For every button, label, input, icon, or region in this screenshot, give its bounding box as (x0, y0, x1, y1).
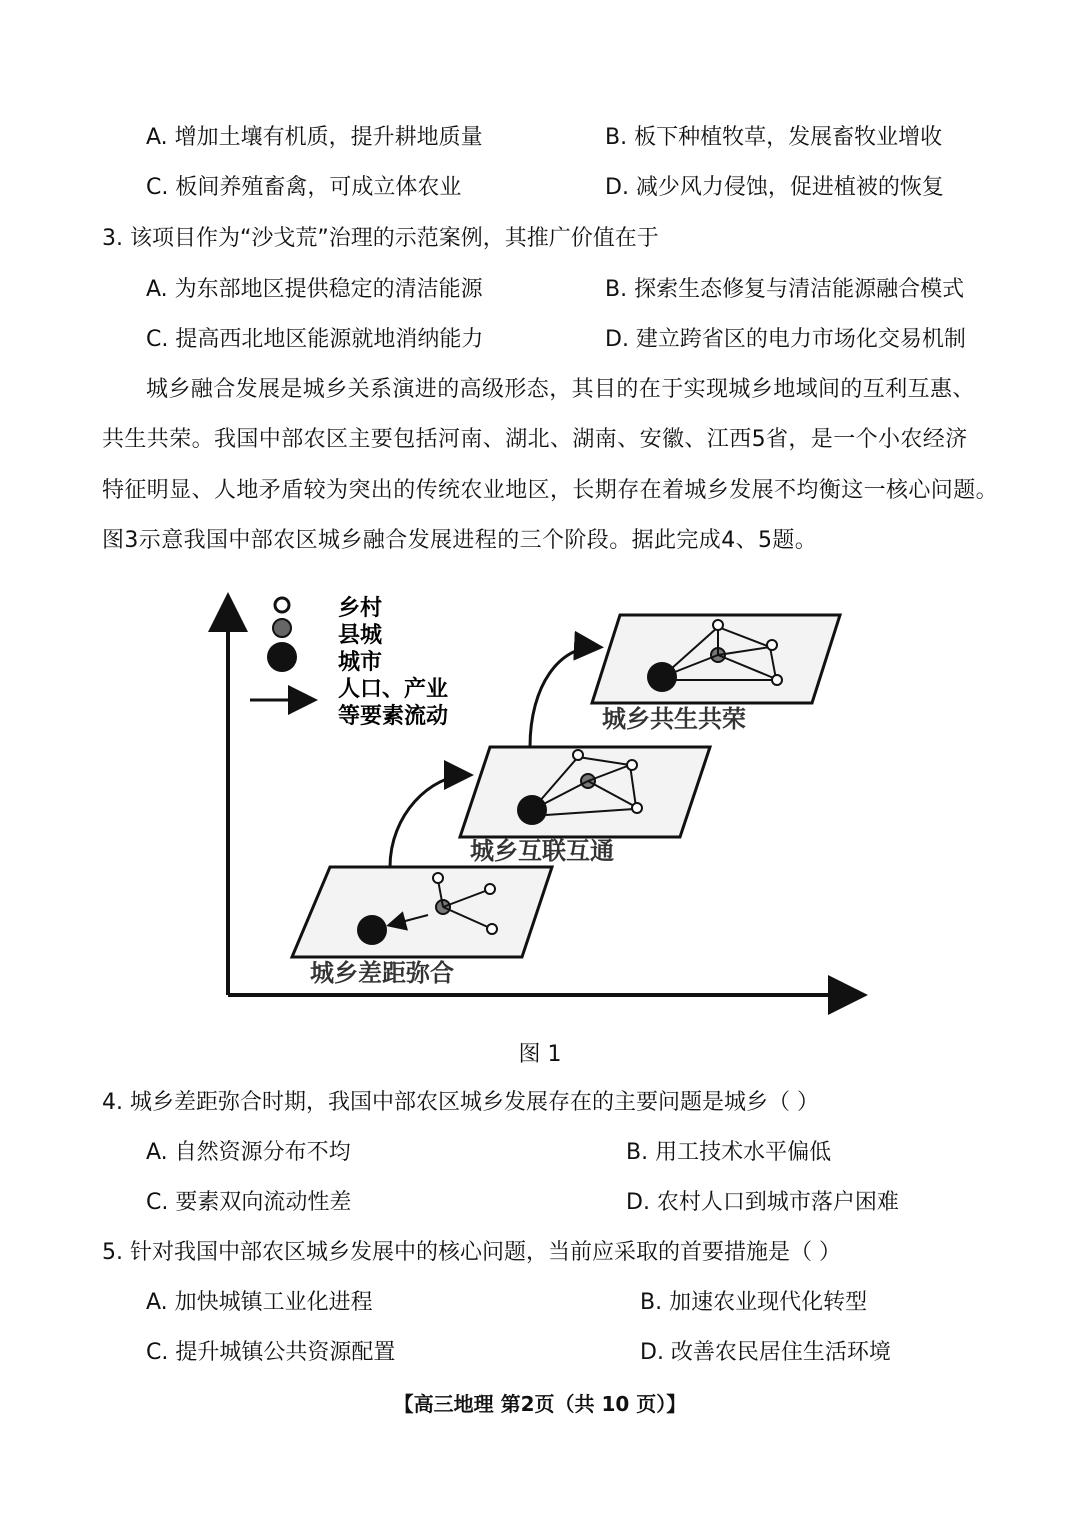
q3-option-b: B. 探索生态修复与清洁能源融合模式 (605, 277, 965, 302)
stage1-label: 城乡差距弥合 (310, 959, 454, 987)
stage1-panel (292, 867, 552, 987)
q4-option-d: D. 农村人口到城市落户困难 (626, 1190, 899, 1215)
q3-option-c: C. 提高西北地区能源就地消纳能力 (146, 327, 484, 352)
q4-option-a: A. 自然资源分布不均 (146, 1140, 351, 1165)
legend-county-label: 县城 (338, 623, 383, 648)
q4-option-c: C. 要素双向流动性差 (146, 1190, 352, 1215)
legend-city-label: 城市 (338, 650, 383, 675)
passage-line-2: 共生共荣。我国中部农区主要包括河南、湖北、湖南、安徽、江西5省，是一个小农经济 (102, 427, 968, 452)
passage-line-4: 图3示意我国中部农区城乡融合发展进程的三个阶段。据此完成4、5题。 (102, 528, 818, 553)
stage2-label: 城乡互联互通 (470, 837, 614, 865)
legend-flow-label-2: 等要素流动 (338, 704, 449, 729)
stage-figure (200, 585, 880, 1015)
q4-stem: 4. 城乡差距弥合时期，我国中部农区城乡发展存在的主要问题是城乡（ ） (102, 1090, 819, 1115)
q5-option-c: C. 提升城镇公共资源配置 (146, 1340, 396, 1365)
q3-stem: 3. 该项目作为“沙戈荒”治理的示范案例，其推广价值在于 (102, 226, 659, 251)
page-footer: 【高三地理 第2页（共 10 页）】 (393, 1392, 687, 1416)
q2-option-c: C. 板间养殖畜禽，可成立体农业 (146, 175, 462, 200)
q3-option-d: D. 建立跨省区的电力市场化交易机制 (605, 327, 966, 352)
legend-flow-label-1: 人口、产业 (338, 677, 449, 702)
stage3-panel (592, 615, 840, 733)
q4-option-b: B. 用工技术水平偏低 (626, 1140, 832, 1165)
stage1-city (357, 915, 387, 945)
county-legend-icon (273, 619, 291, 637)
legend (250, 595, 448, 729)
q3-option-a: A. 为东部地区提供稳定的清洁能源 (146, 277, 483, 302)
q5-option-a: A. 加快城镇工业化进程 (146, 1290, 373, 1315)
q2-option-b: B. 板下种植牧草，发展畜牧业增收 (605, 125, 943, 150)
q5-stem: 5. 针对我国中部农区城乡发展中的核心问题，当前应采取的首要措施是（ ） (102, 1240, 841, 1265)
passage-line-3: 特征明显、人地矛盾较为突出的传统农业地区，长期存在着城乡发展不均衡这一核心问题。 (102, 478, 999, 503)
q5-option-b: B. 加速农业现代化转型 (640, 1290, 868, 1315)
q2-option-d: D. 减少风力侵蚀，促进植被的恢复 (605, 175, 944, 200)
q2-option-a: A. 增加土壤有机质，提升耕地质量 (146, 125, 483, 150)
stage2-panel (460, 747, 710, 865)
legend-village-label: 乡村 (338, 596, 383, 621)
stage3-label: 城乡共生共荣 (602, 705, 746, 733)
q5-option-d: D. 改善农民居住生活环境 (640, 1340, 891, 1365)
city-legend-icon (267, 642, 297, 672)
figure-caption: 图 1 (518, 1042, 562, 1067)
village-legend-icon (275, 598, 289, 612)
passage-line-1: 城乡融合发展是城乡关系演进的高级形态，其目的在于实现城乡地域间的互利互惠、 (146, 377, 975, 402)
